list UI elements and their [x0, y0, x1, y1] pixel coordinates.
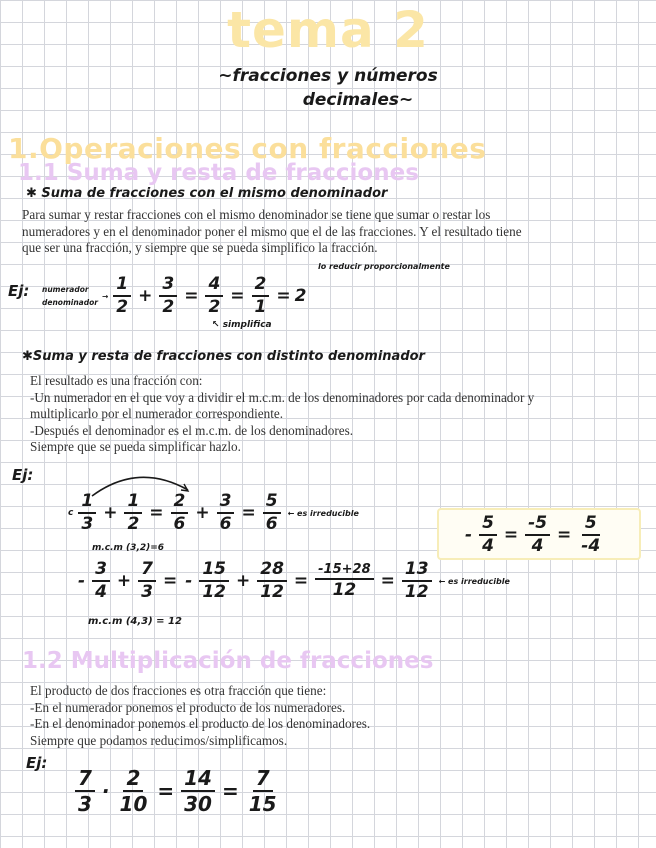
- plus-sign: +: [195, 503, 210, 523]
- negative-fraction-box: [437, 508, 641, 560]
- irreducible-note: ← es irreducible: [438, 576, 510, 586]
- example-2-row-1: [68, 493, 359, 533]
- equals-sign: =: [293, 571, 309, 591]
- equals-sign: =: [503, 525, 519, 545]
- irreducible-note: ← es irreducible: [287, 508, 359, 518]
- result-value: 2: [294, 286, 307, 306]
- asterisk-icon: ✱: [26, 186, 42, 201]
- bullet-same-denominator: [26, 186, 387, 201]
- example-1-equation: [42, 276, 306, 316]
- plus-sign: +: [103, 503, 118, 523]
- arrow-icon: →: [101, 291, 109, 301]
- fraction: $\frac{-5}{4}$: [525, 515, 550, 555]
- equals-sign: =: [380, 571, 395, 591]
- fraction: $\frac{2}{10}$: [119, 766, 148, 816]
- para-line: El resultado es una fracción con:: [30, 373, 203, 388]
- page-title: tema 2: [227, 1, 429, 59]
- para-line: Siempre que se pueda simplificar hazlo.: [30, 439, 241, 454]
- subsection-heading-sum: 1.1 Suma y resta de fracciones: [18, 160, 419, 186]
- bullet-text: Suma de fracciones con el mismo denominador: [41, 186, 388, 201]
- para-line: numeradores y en el denominador poner el mismo que el de las fracciones. Y el resultado tiene: [22, 223, 522, 239]
- fraction: $\frac{-15+28}{12}$: [315, 563, 373, 599]
- example-label: Ej:: [26, 754, 48, 772]
- subtitle-line-1: ~fracciones y números: [218, 66, 438, 86]
- multiply-sign: ·: [101, 779, 110, 803]
- simplify-note: lo reducir proporcionalmente: [318, 262, 450, 271]
- fraction: $\frac{3}{4}$: [92, 561, 110, 601]
- fraction: $\frac{3}{6}$: [217, 493, 235, 533]
- equals-sign: =: [221, 779, 239, 803]
- equals-sign: =: [241, 503, 256, 523]
- mcm-note-1: m.c.m (3,2)=6: [92, 543, 165, 553]
- bullet-different-denominator: [22, 349, 425, 364]
- bullet-text: Suma y resta de fracciones con distinto denominador: [32, 349, 425, 364]
- minus-sign: -: [78, 571, 86, 591]
- fraction-tags: [42, 283, 98, 309]
- asterisk-icon: ✱: [22, 349, 33, 364]
- numerator-tag: numerador: [42, 285, 89, 294]
- curl-mark-icon: c: [68, 508, 74, 518]
- fraction: $\frac{1}{2}$: [113, 276, 131, 316]
- equals-sign: =: [163, 571, 178, 591]
- example-label: Ej:: [12, 466, 34, 484]
- fraction: $\frac{5}{4}$: [479, 515, 497, 555]
- paragraph-same-denominator: [22, 207, 642, 257]
- minus-sign: -: [185, 571, 193, 591]
- fraction: $\frac{5}{-4}$: [581, 513, 601, 556]
- subsection-heading-multiplication: 1.2 Multiplicación de fracciones: [22, 648, 434, 674]
- para-line: Siempre que podamos reducimos/simplificamos.: [30, 732, 288, 748]
- plus-sign: +: [116, 571, 132, 591]
- fraction: $\frac{2}{1}$: [252, 276, 270, 316]
- curved-arrow-icon: ↖: [212, 320, 223, 330]
- paragraph-multiplication: [30, 683, 630, 749]
- example-multiplication-equation: [72, 768, 283, 814]
- para-line: -En el denominador ponemos el producto de los denominadores.: [30, 716, 371, 731]
- para-line: multiplicarlo por el numerador correspondiente.: [30, 406, 284, 421]
- paragraph-different-denominator: [30, 373, 630, 456]
- para-line: -Un numerador en el que voy a dividir el m.c.m. de los denominadores por cada denominador y: [30, 389, 535, 405]
- fraction: $\frac{5}{6}$: [263, 493, 281, 533]
- fraction: $\frac{7}{15}$: [248, 766, 277, 816]
- fraction: $\frac{7}{3}$: [75, 768, 95, 814]
- fraction: $\frac{1}{3}$: [78, 493, 96, 533]
- para-line: El producto de dos fracciones es otra fracción que tiene:: [30, 683, 327, 698]
- example-label: Ej:: [8, 282, 30, 300]
- plus-sign: +: [138, 286, 153, 306]
- negative-fraction-equation: [461, 515, 606, 555]
- fraction: $\frac{7}{3}$: [138, 561, 156, 601]
- equals-sign: =: [230, 286, 245, 306]
- denominator-tag: denominador: [42, 298, 98, 307]
- example-2-row-2: [74, 561, 510, 601]
- equals-sign: =: [184, 286, 199, 306]
- para-line: -Después el denominador es el m.c.m. de los denominadores.: [30, 422, 354, 438]
- fraction: $\frac{28}{12}$: [257, 561, 287, 601]
- equals-sign: =: [276, 286, 291, 306]
- section-heading: 1.Operaciones con fracciones: [8, 132, 487, 165]
- plus-sign: +: [235, 571, 251, 591]
- fraction: $\frac{13}{12}$: [402, 561, 432, 601]
- fraction: $\frac{14}{30}$: [181, 768, 215, 814]
- fraction: $\frac{4}{2}$: [205, 276, 223, 316]
- fraction: $\frac{2}{6}$: [171, 493, 189, 533]
- simplifica-note: ↖ simplifica: [212, 320, 272, 330]
- para-line: -En el numerador ponemos el producto de los numeradores.: [30, 699, 346, 715]
- para-line: Para sumar y restar fracciones con el mismo denominador se tiene que sumar o restar los: [22, 207, 491, 222]
- fraction: $\frac{1}{2}$: [124, 493, 142, 533]
- equals-sign: =: [557, 525, 572, 545]
- subtitle-line-2: decimales~: [302, 90, 414, 110]
- minus-sign: -: [465, 525, 473, 545]
- equals-sign: =: [157, 779, 175, 803]
- fraction: $\frac{3}{2}$: [159, 276, 177, 316]
- equals-sign: =: [149, 503, 164, 523]
- mcm-note-2: m.c.m (4,3) = 12: [88, 616, 182, 627]
- para-line: que ser una fracción, y siempre que se pueda simplifico la fracción.: [22, 240, 378, 255]
- fraction: $\frac{15}{12}$: [199, 561, 229, 601]
